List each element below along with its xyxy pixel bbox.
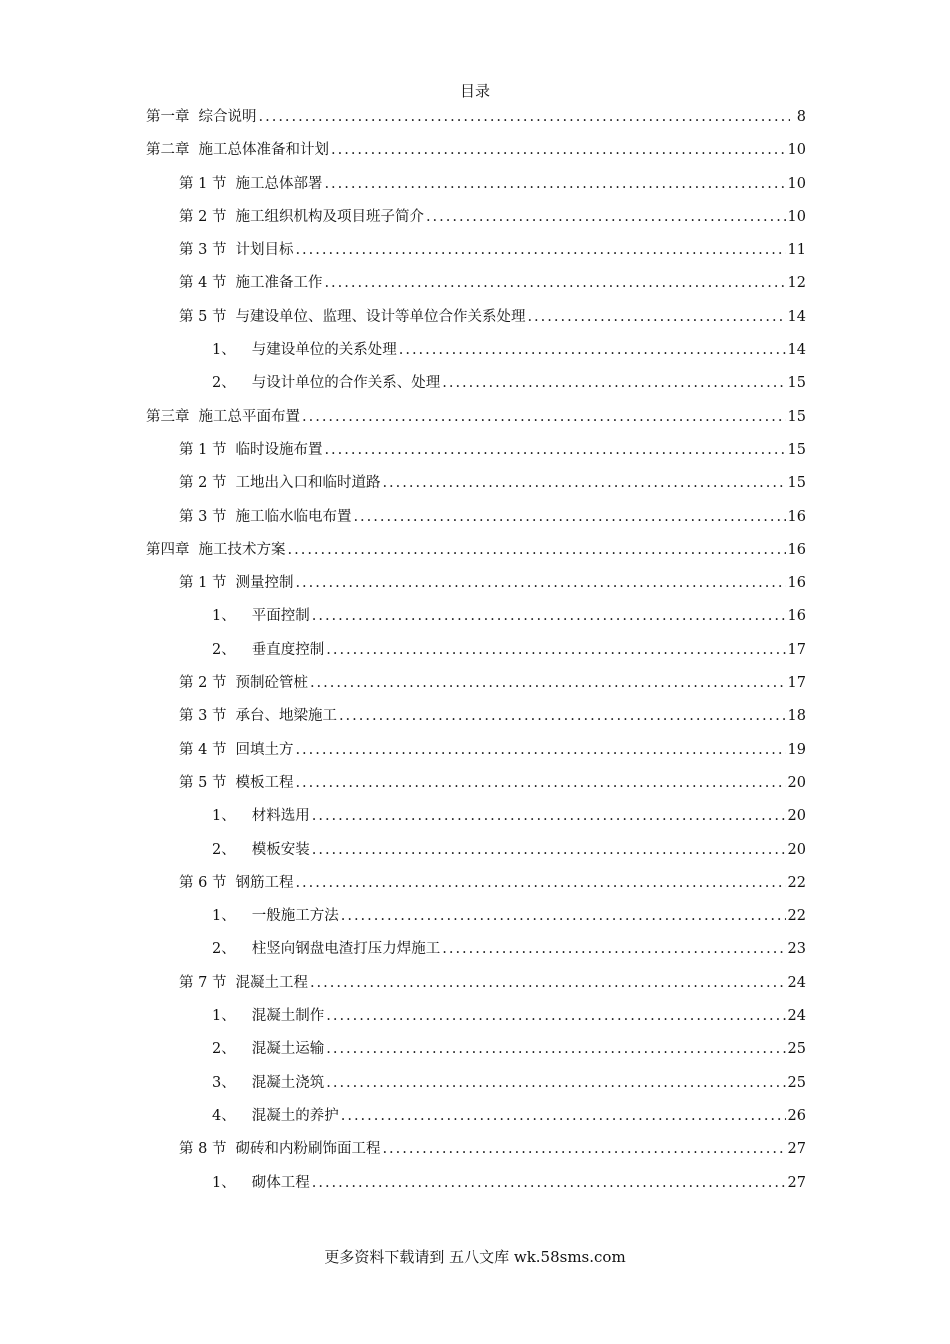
- toc-entry-page: 15: [787, 441, 806, 458]
- toc-entry-title: 施工临水临电布置: [235, 508, 352, 525]
- toc-entry[interactable]: [146, 203, 806, 236]
- toc-entry-number: 第 3 节: [179, 708, 227, 725]
- toc-entry[interactable]: [146, 1169, 806, 1202]
- toc-entry[interactable]: [146, 802, 806, 835]
- toc-dot-leader: [312, 602, 786, 630]
- toc-entry-page: 15: [787, 475, 806, 492]
- toc-entry-number: 第 8 节: [179, 1141, 227, 1158]
- toc-dot-leader: [310, 669, 786, 697]
- toc-entry-title: 混凝土工程: [235, 974, 308, 991]
- toc-entry[interactable]: [146, 303, 806, 336]
- toc-entry-number: 第 5 节: [179, 774, 227, 791]
- toc-entry-title: 混凝土运输: [251, 1041, 325, 1058]
- toc-entry-title: 承台、地梁施工: [235, 708, 337, 725]
- toc-entry[interactable]: [146, 1035, 806, 1068]
- toc-entry-title: 施工总体准备和计划: [198, 142, 329, 159]
- toc-entry-page: 19: [787, 741, 806, 758]
- toc-dot-leader: [426, 203, 786, 231]
- toc-entry-number: 1、: [212, 1174, 236, 1191]
- toc-entry-number: 第 3 节: [179, 508, 227, 525]
- toc-dot-leader: [295, 569, 785, 597]
- toc-entry-page: 14: [787, 308, 806, 325]
- toc-entry-title: 工地出入口和临时道路: [235, 475, 381, 492]
- toc-entry-page: 22: [787, 874, 806, 891]
- toc-entry[interactable]: [146, 1069, 806, 1102]
- toc-entry-title: 施工组织机构及项目班子简介: [235, 208, 424, 225]
- toc-entry-page: 18: [787, 708, 806, 725]
- toc-entry-page: 12: [787, 275, 806, 292]
- toc-dot-leader: [326, 636, 785, 664]
- toc-entry-page: 14: [787, 342, 806, 359]
- toc-entry-title: 施工总平面布置: [198, 408, 300, 425]
- toc-entry-title: 施工技术方案: [198, 541, 286, 558]
- toc-entry[interactable]: [146, 403, 806, 436]
- toc-entry-title: 平面控制: [251, 608, 310, 625]
- toc-entry-page: 11: [787, 242, 806, 259]
- toc-dot-leader: [442, 369, 785, 397]
- toc-dot-leader: [382, 469, 785, 497]
- toc-entry-title: 混凝土的养护: [251, 1107, 339, 1124]
- toc-dot-leader: [341, 902, 786, 930]
- toc-dot-leader: [527, 303, 785, 331]
- toc-entry[interactable]: [146, 869, 806, 902]
- toc-dot-leader: [288, 536, 786, 564]
- toc-entry[interactable]: [146, 669, 806, 702]
- toc-entry-page: 20: [787, 774, 806, 791]
- toc-entry-title: 钢筋工程: [235, 874, 294, 891]
- toc-entry-page: 20: [787, 841, 806, 858]
- toc-dot-leader: [442, 935, 785, 963]
- toc-entry[interactable]: [146, 1002, 806, 1035]
- toc-dot-leader: [295, 236, 785, 264]
- toc-entry[interactable]: [146, 336, 806, 369]
- toc-dot-leader: [331, 136, 786, 164]
- toc-entry-page: 8: [796, 109, 806, 125]
- toc-entry-page: 10: [787, 175, 806, 192]
- toc-entry-page: 15: [787, 375, 806, 392]
- toc-entry-page: 24: [787, 1008, 806, 1025]
- toc-entry-title: 混凝土制作: [251, 1008, 325, 1025]
- toc-entry[interactable]: [146, 1102, 806, 1135]
- toc-entry-title: 测量控制: [235, 575, 294, 592]
- toc-entry-title: 砌砖和内粉刷饰面工程: [235, 1141, 381, 1158]
- toc-entry[interactable]: [146, 736, 806, 769]
- toc-entry-page: 27: [787, 1141, 806, 1158]
- toc-entry-title: 施工准备工作: [235, 275, 323, 292]
- toc-entry-title: 综合说明: [198, 109, 257, 125]
- toc-entry[interactable]: [146, 469, 806, 502]
- toc-dot-leader: [339, 702, 786, 730]
- toc-entry-number: 第四章: [146, 541, 190, 558]
- toc-dot-leader: [312, 836, 786, 864]
- toc-entry-page: 10: [787, 208, 806, 225]
- toc-entry-title: 回填土方: [235, 741, 294, 758]
- toc-entry-number: 2、: [212, 841, 236, 858]
- toc-entry-page: 15: [787, 408, 806, 425]
- toc-entry-title: 混凝土浇筑: [251, 1074, 325, 1091]
- toc-entry-number: 4、: [212, 1107, 236, 1124]
- toc-entry-page: 16: [787, 608, 806, 625]
- toc-entry[interactable]: [146, 436, 806, 469]
- toc-entry-number: 第 7 节: [179, 974, 227, 991]
- toc-entry-page: 17: [787, 641, 806, 658]
- toc-entry-page: 22: [787, 908, 806, 925]
- toc-entry[interactable]: [146, 602, 806, 635]
- toc-entry-number: 第一章: [146, 109, 190, 125]
- toc-dot-leader: [312, 802, 786, 830]
- toc-entry-number: 第 4 节: [179, 275, 227, 292]
- toc-entry-title: 模板安装: [251, 841, 310, 858]
- footer-text: 更多资料下载请到 五八文库 wk.58sms.com: [324, 1248, 626, 1266]
- toc-dot-leader: [326, 1002, 785, 1030]
- toc-dot-leader: [382, 1135, 785, 1163]
- toc-dot-leader: [312, 1169, 786, 1197]
- toc-entry[interactable]: [146, 136, 806, 169]
- toc-dot-leader: [326, 1035, 785, 1063]
- toc-dot-leader: [310, 969, 786, 997]
- toc-entry-number: 第 2 节: [179, 675, 227, 692]
- table-of-contents: [146, 103, 806, 1202]
- toc-entry-title: 材料选用: [251, 808, 310, 825]
- toc-entry-page: 27: [787, 1174, 806, 1191]
- toc-entry-number: 1、: [212, 342, 236, 359]
- toc-dot-leader: [295, 869, 785, 897]
- toc-entry-number: 第 6 节: [179, 874, 227, 891]
- toc-entry-title: 柱竖向钢盘电渣打压力焊施工: [251, 941, 441, 958]
- toc-entry-number: 2、: [212, 641, 236, 658]
- toc-entry-title: 临时设施布置: [235, 441, 323, 458]
- toc-entry-number: 第 1 节: [179, 575, 227, 592]
- toc-entry-number: 第 5 节: [179, 308, 227, 325]
- toc-entry-number: 第 2 节: [179, 208, 227, 225]
- toc-entry[interactable]: [146, 902, 806, 935]
- toc-entry-page: 25: [787, 1041, 806, 1058]
- toc-entry-page: 26: [787, 1107, 806, 1124]
- toc-entry-page: 17: [787, 675, 806, 692]
- toc-entry-page: 20: [787, 808, 806, 825]
- toc-entry-title: 预制砼管桩: [235, 675, 308, 692]
- toc-entry-page: 10: [787, 142, 806, 159]
- toc-entry-page: 24: [787, 974, 806, 991]
- toc-entry-number: 第三章: [146, 408, 190, 425]
- toc-entry[interactable]: [146, 1135, 806, 1168]
- toc-dot-leader: [324, 269, 785, 297]
- toc-entry-page: 16: [787, 508, 806, 525]
- toc-dot-leader: [324, 436, 785, 464]
- toc-entry-number: 1、: [212, 1008, 236, 1025]
- toc-entry-title: 模板工程: [235, 774, 294, 791]
- toc-entry[interactable]: [146, 170, 806, 203]
- toc-entry-page: 23: [787, 941, 806, 958]
- toc-dot-leader: [302, 403, 786, 431]
- toc-dot-leader: [295, 736, 785, 764]
- toc-entry[interactable]: [146, 935, 806, 968]
- toc-entry-page: 16: [787, 541, 806, 558]
- toc-entry-number: 1、: [212, 908, 236, 925]
- toc-entry[interactable]: [146, 702, 806, 735]
- toc-entry-title: 与设计单位的合作关系、处理: [251, 375, 441, 392]
- toc-entry[interactable]: [146, 103, 806, 136]
- toc-dot-leader: [326, 1069, 785, 1097]
- toc-entry-number: 第 4 节: [179, 741, 227, 758]
- toc-entry[interactable]: [146, 636, 806, 669]
- toc-entry-number: 第 2 节: [179, 475, 227, 492]
- toc-entry-number: 第 3 节: [179, 242, 227, 259]
- toc-entry[interactable]: [146, 969, 806, 1002]
- toc-entry-page: 16: [787, 575, 806, 592]
- toc-entry-title: 与建设单位的关系处理: [251, 342, 397, 359]
- toc-dot-leader: [399, 336, 786, 364]
- toc-entry[interactable]: [146, 269, 806, 302]
- toc-entry-title: 计划目标: [235, 242, 294, 259]
- toc-entry[interactable]: [146, 769, 806, 802]
- toc-entry[interactable]: [146, 536, 806, 569]
- toc-entry-title: 砌体工程: [251, 1174, 310, 1191]
- toc-dot-leader: [341, 1102, 786, 1130]
- toc-entry-number: 第 1 节: [179, 175, 227, 192]
- document-title: 目录: [459, 82, 490, 100]
- toc-entry-page: 25: [787, 1074, 806, 1091]
- toc-entry-number: 1、: [212, 808, 236, 825]
- toc-dot-leader: [324, 170, 785, 198]
- toc-entry-number: 1、: [212, 608, 236, 625]
- toc-dot-leader: [353, 503, 785, 531]
- toc-entry[interactable]: [146, 503, 806, 536]
- toc-entry-number: 2、: [212, 375, 236, 392]
- toc-dot-leader: [259, 103, 791, 131]
- toc-entry-title: 施工总体部署: [235, 175, 323, 192]
- toc-entry[interactable]: [146, 569, 806, 602]
- toc-entry-number: 第 1 节: [179, 441, 227, 458]
- toc-entry[interactable]: [146, 836, 806, 869]
- toc-entry-title: 垂直度控制: [251, 641, 325, 658]
- toc-entry-number: 2、: [212, 1041, 236, 1058]
- toc-entry-title: 一般施工方法: [251, 908, 339, 925]
- toc-entry-number: 第二章: [146, 142, 190, 159]
- toc-entry[interactable]: [146, 369, 806, 402]
- toc-dot-leader: [295, 769, 785, 797]
- toc-entry-number: 2、: [212, 941, 236, 958]
- toc-entry[interactable]: [146, 236, 806, 269]
- toc-entry-title: 与建设单位、监理、设计等单位合作关系处理: [235, 308, 526, 325]
- toc-entry-number: 3、: [212, 1074, 236, 1091]
